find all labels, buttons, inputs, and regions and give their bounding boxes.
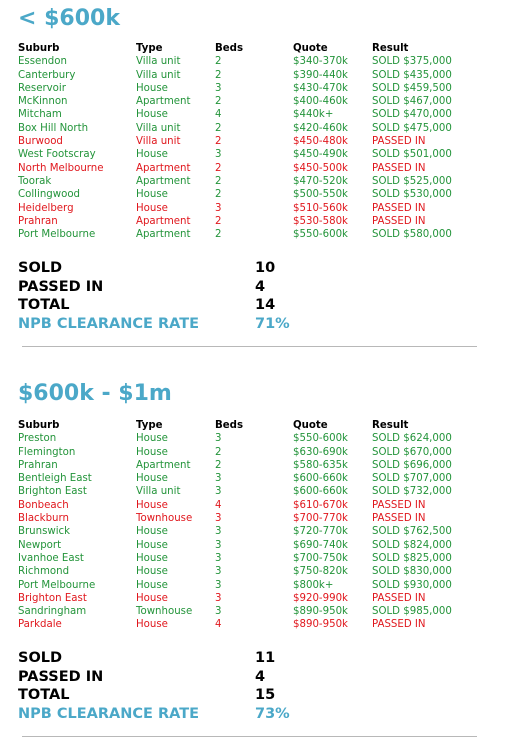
cell-beds: 4 (215, 619, 222, 631)
cell-result: SOLD $580,000 (372, 229, 452, 241)
cell-result: PASSED IN (372, 499, 426, 511)
cell-suburb: Prahran (18, 459, 58, 471)
cell-type: House (136, 109, 168, 121)
table-row (18, 135, 472, 148)
table-row (18, 472, 472, 485)
cell-suburb: Prahran (18, 215, 58, 227)
cell-beds: 2 (215, 96, 222, 108)
header-suburb: Suburb (18, 43, 60, 54)
table-row (18, 605, 472, 618)
cell-type: Apartment (136, 459, 191, 471)
cell-suburb: Heidelberg (18, 202, 74, 214)
table-row (18, 499, 472, 512)
cell-quote: $450-480k (293, 136, 348, 148)
cell-beds: 2 (215, 175, 222, 187)
table-row (18, 539, 472, 552)
cell-type: House (136, 446, 168, 458)
table-row (18, 459, 472, 472)
cell-type: House (136, 566, 168, 578)
cell-suburb: Bonbeach (18, 499, 69, 511)
cell-beds: 3 (215, 202, 222, 214)
cell-type: Villa unit (136, 122, 181, 134)
cell-type: House (136, 473, 168, 485)
table-row (18, 95, 472, 108)
cell-beds: 4 (215, 109, 222, 121)
header-result: Result (372, 43, 409, 54)
cell-quote: $690-740k (293, 539, 348, 551)
cell-type: Townhouse (136, 606, 193, 618)
section-divider (22, 346, 477, 347)
cell-quote: $610-670k (293, 499, 348, 511)
cell-result: PASSED IN (372, 513, 426, 525)
cell-result: SOLD $707,000 (372, 473, 452, 485)
cell-suburb: Bentleigh East (18, 473, 92, 485)
cell-beds: 2 (215, 189, 222, 201)
cell-type: House (136, 82, 168, 94)
cell-quote: $440k+ (293, 109, 334, 121)
cell-suburb: Box Hill North (18, 122, 89, 134)
table-row (18, 175, 472, 188)
table-row (18, 122, 472, 135)
cell-suburb: Preston (18, 433, 57, 445)
cell-beds: 3 (215, 579, 222, 591)
section-title: $600k - $1m (18, 381, 172, 406)
cell-result: PASSED IN (372, 619, 426, 631)
cell-beds: 2 (215, 229, 222, 241)
cell-result: SOLD $470,000 (372, 109, 452, 121)
table-row (18, 512, 472, 525)
summary-rate-row (18, 705, 318, 724)
cell-quote: $340-370k (293, 56, 348, 68)
section-divider (22, 736, 477, 737)
cell-type: Apartment (136, 175, 191, 187)
cell-quote: $550-600k (293, 229, 348, 241)
cell-type: House (136, 202, 168, 214)
table-header-row (18, 419, 472, 432)
header-type: Type (136, 420, 163, 431)
table-header-row (18, 42, 472, 55)
header-result: Result (372, 420, 409, 431)
header-beds: Beds (215, 420, 244, 431)
cell-beds: 2 (215, 215, 222, 227)
cell-beds: 2 (215, 136, 222, 148)
table-row (18, 485, 472, 498)
cell-type: House (136, 539, 168, 551)
cell-suburb: North Melbourne (18, 162, 104, 174)
table-row (18, 162, 472, 175)
cell-suburb: Sandringham (18, 606, 87, 618)
cell-beds: 3 (215, 552, 222, 564)
cell-quote: $600-660k (293, 486, 348, 498)
cell-suburb: Canterbury (18, 69, 76, 81)
header-type: Type (136, 43, 163, 54)
cell-result: SOLD $624,000 (372, 433, 452, 445)
cell-type: House (136, 526, 168, 538)
cell-quote: $630-690k (293, 446, 348, 458)
cell-type: Villa unit (136, 69, 181, 81)
cell-result: SOLD $670,000 (372, 446, 452, 458)
cell-suburb: McKinnon (18, 96, 68, 108)
table-row (18, 55, 472, 68)
cell-suburb: Mitcham (18, 109, 62, 121)
cell-quote: $890-950k (293, 619, 348, 631)
cell-suburb: Parkdale (18, 619, 62, 631)
cell-type: Apartment (136, 215, 191, 227)
table-row (18, 148, 472, 161)
cell-type: Villa unit (136, 136, 181, 148)
cell-result: SOLD $985,000 (372, 606, 452, 618)
table-row (18, 108, 472, 121)
table-row (18, 446, 472, 459)
cell-result: PASSED IN (372, 136, 426, 148)
cell-result: SOLD $435,000 (372, 69, 452, 81)
summary-total-value: 15 (255, 687, 276, 703)
table-row (18, 592, 472, 605)
cell-result: SOLD $501,000 (372, 149, 452, 161)
header-suburb: Suburb (18, 420, 60, 431)
table-row (18, 525, 472, 538)
cell-type: House (136, 499, 168, 511)
summary-total-label: TOTAL (18, 687, 70, 703)
cell-suburb: West Footscray (18, 149, 96, 161)
cell-suburb: Flemington (18, 446, 76, 458)
cell-quote: $530-580k (293, 215, 348, 227)
cell-type: Apartment (136, 229, 191, 241)
table-row (18, 579, 472, 592)
table-row (18, 82, 472, 95)
cell-type: House (136, 619, 168, 631)
cell-type: Townhouse (136, 513, 193, 525)
cell-result: SOLD $930,000 (372, 579, 452, 591)
cell-beds: 2 (215, 122, 222, 134)
results-table (18, 42, 472, 241)
cell-quote: $700-750k (293, 552, 348, 564)
cell-beds: 4 (215, 499, 222, 511)
cell-type: House (136, 433, 168, 445)
cell-result: SOLD $475,000 (372, 122, 452, 134)
cell-quote: $430-470k (293, 82, 348, 94)
cell-beds: 3 (215, 566, 222, 578)
summary-rate-row (18, 315, 318, 334)
cell-suburb: Richmond (18, 566, 70, 578)
cell-quote: $750-820k (293, 566, 348, 578)
table-row (18, 202, 472, 215)
summary-sold-value: 11 (255, 650, 276, 666)
cell-type: Villa unit (136, 486, 181, 498)
cell-suburb: Newport (18, 539, 62, 551)
summary-sold-label: SOLD (18, 260, 63, 276)
summary-total-label: TOTAL (18, 297, 70, 313)
cell-quote: $580-635k (293, 459, 348, 471)
header-quote: Quote (293, 420, 328, 431)
header-quote: Quote (293, 43, 328, 54)
cell-beds: 2 (215, 69, 222, 81)
cell-beds: 2 (215, 459, 222, 471)
cell-suburb: Brunswick (18, 526, 71, 538)
cell-quote: $800k+ (293, 579, 334, 591)
cell-beds: 3 (215, 486, 222, 498)
section-title: < $600k (18, 6, 120, 31)
cell-beds: 3 (215, 539, 222, 551)
summary-passed-row (18, 278, 318, 297)
summary-passed-value: 4 (255, 668, 266, 685)
cell-suburb: Burwood (18, 136, 63, 148)
cell-result: SOLD $375,000 (372, 56, 452, 68)
summary-passed-value: 4 (255, 278, 266, 295)
summary-block (18, 259, 318, 333)
cell-beds: 3 (215, 526, 222, 538)
results-table-body (18, 432, 472, 631)
cell-beds: 2 (215, 56, 222, 68)
cell-quote: $700-770k (293, 513, 348, 525)
table-row (18, 565, 472, 578)
cell-result: SOLD $732,000 (372, 486, 452, 498)
cell-suburb: Toorak (18, 175, 52, 187)
cell-type: Villa unit (136, 56, 181, 68)
table-row (18, 215, 472, 228)
summary-sold-label: SOLD (18, 650, 63, 666)
cell-result: SOLD $696,000 (372, 459, 452, 471)
summary-passed-label: PASSED IN (18, 668, 104, 685)
cell-quote: $400-460k (293, 96, 348, 108)
cell-beds: 2 (215, 162, 222, 174)
summary-total-row (18, 296, 318, 315)
cell-suburb: Port Melbourne (18, 579, 96, 591)
cell-quote: $500-550k (293, 189, 348, 201)
cell-quote: $450-500k (293, 162, 348, 174)
cell-suburb: Collingwood (18, 189, 81, 201)
cell-beds: 3 (215, 149, 222, 161)
cell-result: PASSED IN (372, 162, 426, 174)
cell-result: SOLD $830,000 (372, 566, 452, 578)
clearance-rate-value: 71% (255, 315, 290, 332)
clearance-rate-label: NPB CLEARANCE RATE (18, 705, 200, 722)
summary-sold-value: 10 (255, 260, 276, 276)
cell-beds: 3 (215, 606, 222, 618)
cell-quote: $720-770k (293, 526, 348, 538)
cell-result: PASSED IN (372, 202, 426, 214)
cell-quote: $550-600k (293, 433, 348, 445)
cell-quote: $890-950k (293, 606, 348, 618)
summary-total-value: 14 (255, 297, 276, 313)
clearance-rate-value: 73% (255, 705, 290, 722)
cell-suburb: Reservoir (18, 82, 66, 94)
cell-suburb: Port Melbourne (18, 229, 96, 241)
cell-type: House (136, 579, 168, 591)
cell-type: House (136, 592, 168, 604)
table-row (18, 552, 472, 565)
summary-total-row (18, 686, 318, 705)
clearance-rate-label: NPB CLEARANCE RATE (18, 315, 200, 332)
cell-result: SOLD $525,000 (372, 175, 452, 187)
summary-passed-row (18, 668, 318, 687)
cell-beds: 3 (215, 592, 222, 604)
cell-result: SOLD $824,000 (372, 539, 452, 551)
cell-type: Apartment (136, 162, 191, 174)
results-table (18, 419, 472, 632)
cell-result: SOLD $467,000 (372, 96, 452, 108)
cell-quote: $470-520k (293, 175, 348, 187)
summary-block (18, 649, 318, 723)
results-table-body (18, 55, 472, 241)
summary-sold-row (18, 649, 318, 668)
summary-passed-label: PASSED IN (18, 278, 104, 295)
cell-type: House (136, 149, 168, 161)
cell-result: SOLD $762,500 (372, 526, 452, 538)
cell-quote: $390-440k (293, 69, 348, 81)
table-row (18, 432, 472, 445)
cell-suburb: Ivanhoe East (18, 552, 84, 564)
cell-quote: $510-560k (293, 202, 348, 214)
table-row (18, 188, 472, 201)
table-row (18, 69, 472, 82)
cell-suburb: Blackburn (18, 513, 69, 525)
cell-beds: 2 (215, 446, 222, 458)
cell-beds: 3 (215, 513, 222, 525)
cell-quote: $600-660k (293, 473, 348, 485)
summary-sold-row (18, 259, 318, 278)
cell-beds: 3 (215, 82, 222, 94)
cell-result: SOLD $530,000 (372, 189, 452, 201)
cell-suburb: Essendon (18, 56, 67, 68)
cell-type: Apartment (136, 96, 191, 108)
cell-result: PASSED IN (372, 215, 426, 227)
cell-quote: $420-460k (293, 122, 348, 134)
cell-type: House (136, 189, 168, 201)
header-beds: Beds (215, 43, 244, 54)
cell-quote: $920-990k (293, 592, 348, 604)
cell-suburb: Brighton East (18, 592, 87, 604)
cell-result: SOLD $825,000 (372, 552, 452, 564)
cell-quote: $450-490k (293, 149, 348, 161)
cell-beds: 3 (215, 473, 222, 485)
cell-beds: 3 (215, 433, 222, 445)
cell-type: House (136, 552, 168, 564)
table-row (18, 228, 472, 241)
cell-suburb: Brighton East (18, 486, 87, 498)
table-row (18, 618, 472, 631)
cell-result: SOLD $459,500 (372, 82, 452, 94)
cell-result: PASSED IN (372, 592, 426, 604)
